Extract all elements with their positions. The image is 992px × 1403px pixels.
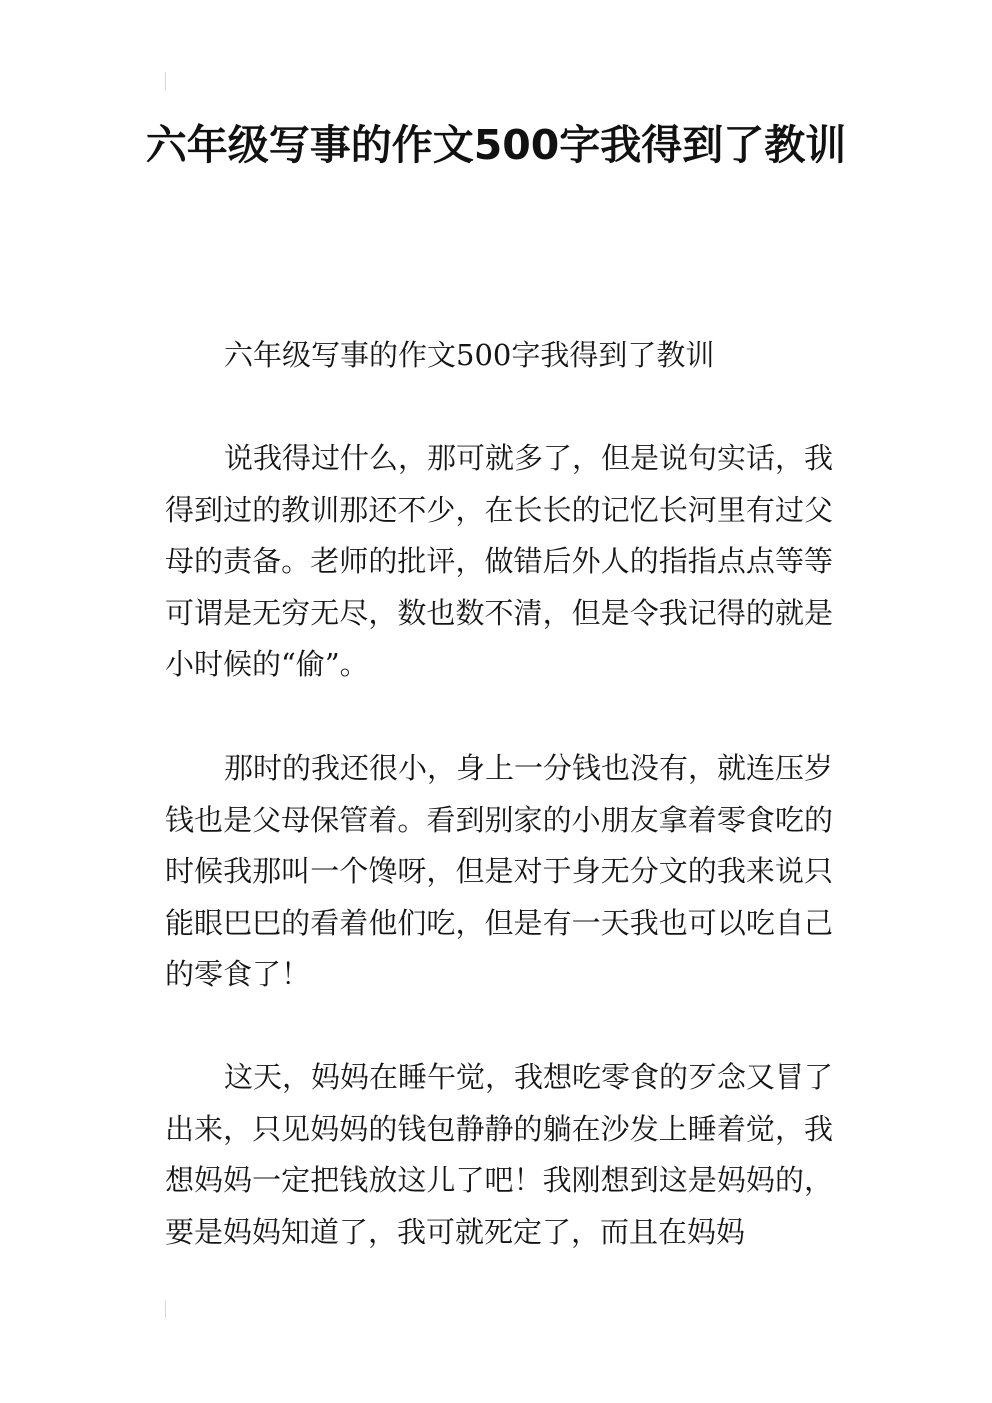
essay-paragraph-2: 那时的我还很小，身上一分钱也没有，就连压岁钱也是父母保管着。看到别家的小朋友拿着零食吃的时候我那叫一个馋呀，但是对于身无分文的我来说只能眼巴巴的看着他们吃，但是有一天我也可以吃自己的零食了！	[165, 751, 834, 991]
essay-paragraph-3: 这天，妈妈在睡午觉，我想吃零食的歹念又冒了出来，只见妈妈的钱包静静的躺在沙发上睡着觉，我想妈妈一定把钱放这儿了吧！我刚想到这是妈妈的，要是妈妈知道了，我可就死定了，而且在妈妈	[165, 1060, 834, 1249]
essay-paragraph-1: 说我得过什么，那可就多了，但是说句实话，我得到过的教训那还不少，在长长的记忆长河里有过父母的责备。老师的批评，做错后外人的指指点点等等可谓是无穷无尽，数也数不清，但是令我记得的就是小时候的“偷”。	[165, 441, 834, 681]
essay-subtitle: 六年级写事的作文500字我得到了教训	[224, 338, 715, 372]
page-corner-mark-top	[165, 72, 166, 90]
page-corner-mark-bottom	[165, 1300, 166, 1318]
document-title: 六年级写事的作文500字我得到了教训	[145, 121, 847, 169]
